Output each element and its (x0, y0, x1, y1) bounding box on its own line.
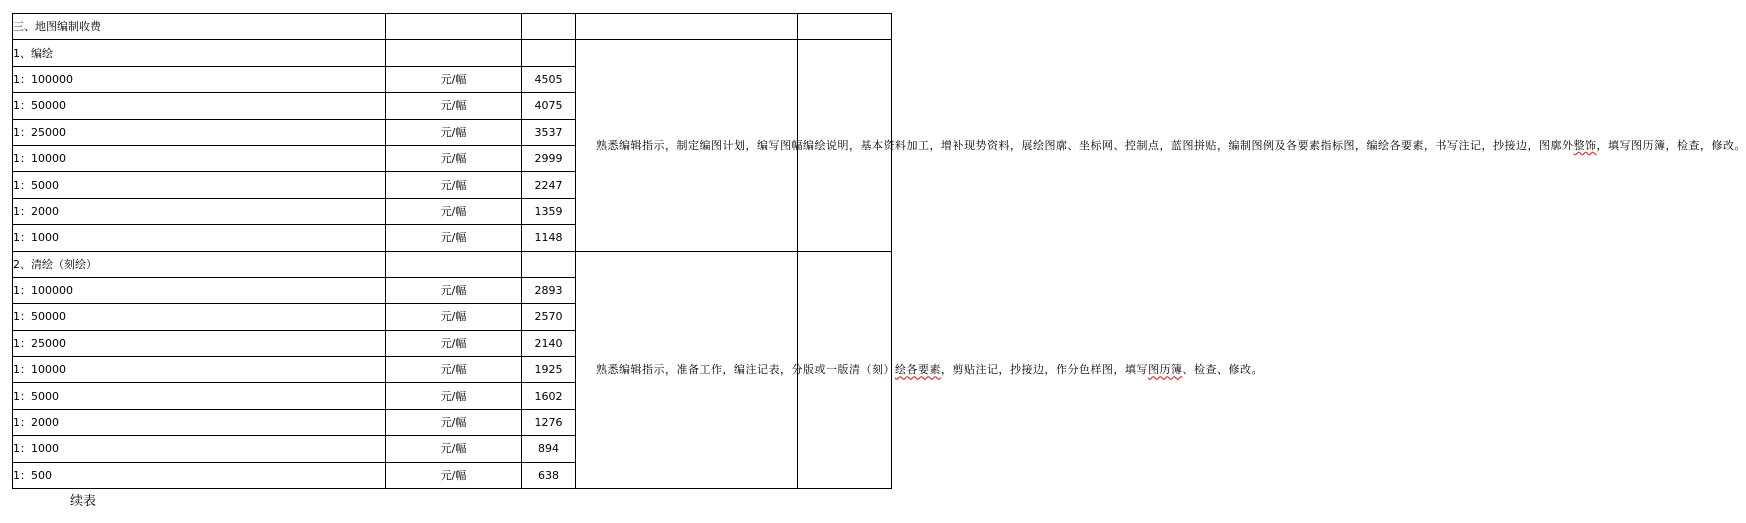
empty-cell (386, 14, 522, 40)
group-label: 2、清绘（刻绘） (13, 251, 386, 277)
unit-cell: 元/幅 (386, 436, 522, 462)
price-cell: 2893 (522, 277, 576, 303)
empty-cell (522, 251, 576, 277)
scale-cell: 1：5000 (13, 172, 386, 198)
empty-cell (798, 14, 892, 40)
scale-cell: 1：50000 (13, 93, 386, 119)
unit-cell: 元/幅 (386, 409, 522, 435)
section-title-row (13, 14, 892, 40)
continued-label: 续表 (70, 494, 97, 509)
price-cell: 1602 (522, 383, 576, 409)
scale-cell: 1：10000 (13, 145, 386, 171)
price-cell: 1148 (522, 225, 576, 251)
work-description: 熟悉编辑指示，制定编图计划，编写图幅编绘说明，基本资料加工，增补现势资料，展绘图廓、坐标网、控制点，蓝图拼贴，编制图例及各要素指标图，编绘各要素，书写注记，抄接边，图廓外整饰，填写图历簿，检查，修改。 (576, 40, 798, 251)
price-cell: 1359 (522, 198, 576, 224)
price-cell: 2999 (522, 145, 576, 171)
unit-cell: 元/幅 (386, 383, 522, 409)
work-description: 熟悉编辑指示，准备工作，编注记表，分版或一版清（刻）绘各要素，剪贴注记，抄接边，作分色样图，填写图历簿、检查、修改。 (576, 251, 798, 489)
scale-cell: 1：100000 (13, 277, 386, 303)
unit-cell: 元/幅 (386, 462, 522, 488)
unit-cell: 元/幅 (386, 172, 522, 198)
scale-cell: 1：25000 (13, 330, 386, 356)
price-cell: 3537 (522, 119, 576, 145)
fee-table (12, 13, 1746, 489)
price-cell: 4505 (522, 66, 576, 92)
group-header-row (13, 251, 892, 277)
empty-cell (522, 40, 576, 66)
unit-cell: 元/幅 (386, 66, 522, 92)
section-title: 三、地图编制收费 (13, 14, 386, 40)
group-label: 1、编绘 (13, 40, 386, 66)
price-cell: 894 (522, 436, 576, 462)
price-cell: 2570 (522, 304, 576, 330)
price-cell: 1925 (522, 357, 576, 383)
price-cell: 2247 (522, 172, 576, 198)
scale-cell: 1：1000 (13, 225, 386, 251)
unit-cell: 元/幅 (386, 93, 522, 119)
unit-cell: 元/幅 (386, 277, 522, 303)
scale-cell: 1：25000 (13, 119, 386, 145)
scale-cell: 1：500 (13, 462, 386, 488)
group-header-row (13, 40, 892, 66)
unit-cell: 元/幅 (386, 225, 522, 251)
price-cell: 4075 (522, 93, 576, 119)
scale-cell: 1：10000 (13, 357, 386, 383)
unit-cell: 元/幅 (386, 304, 522, 330)
empty-cell (386, 40, 522, 66)
empty-cell (576, 14, 798, 40)
price-cell: 2140 (522, 330, 576, 356)
scale-cell: 1：2000 (13, 409, 386, 435)
scale-cell: 1：5000 (13, 383, 386, 409)
scale-cell: 1：1000 (13, 436, 386, 462)
unit-cell: 元/幅 (386, 330, 522, 356)
empty-cell (386, 251, 522, 277)
price-cell: 638 (522, 462, 576, 488)
empty-cell (522, 14, 576, 40)
scale-cell: 1：100000 (13, 66, 386, 92)
unit-cell: 元/幅 (386, 145, 522, 171)
scale-cell: 1：2000 (13, 198, 386, 224)
unit-cell: 元/幅 (386, 357, 522, 383)
unit-cell: 元/幅 (386, 119, 522, 145)
price-cell: 1276 (522, 409, 576, 435)
scale-cell: 1：50000 (13, 304, 386, 330)
unit-cell: 元/幅 (386, 198, 522, 224)
